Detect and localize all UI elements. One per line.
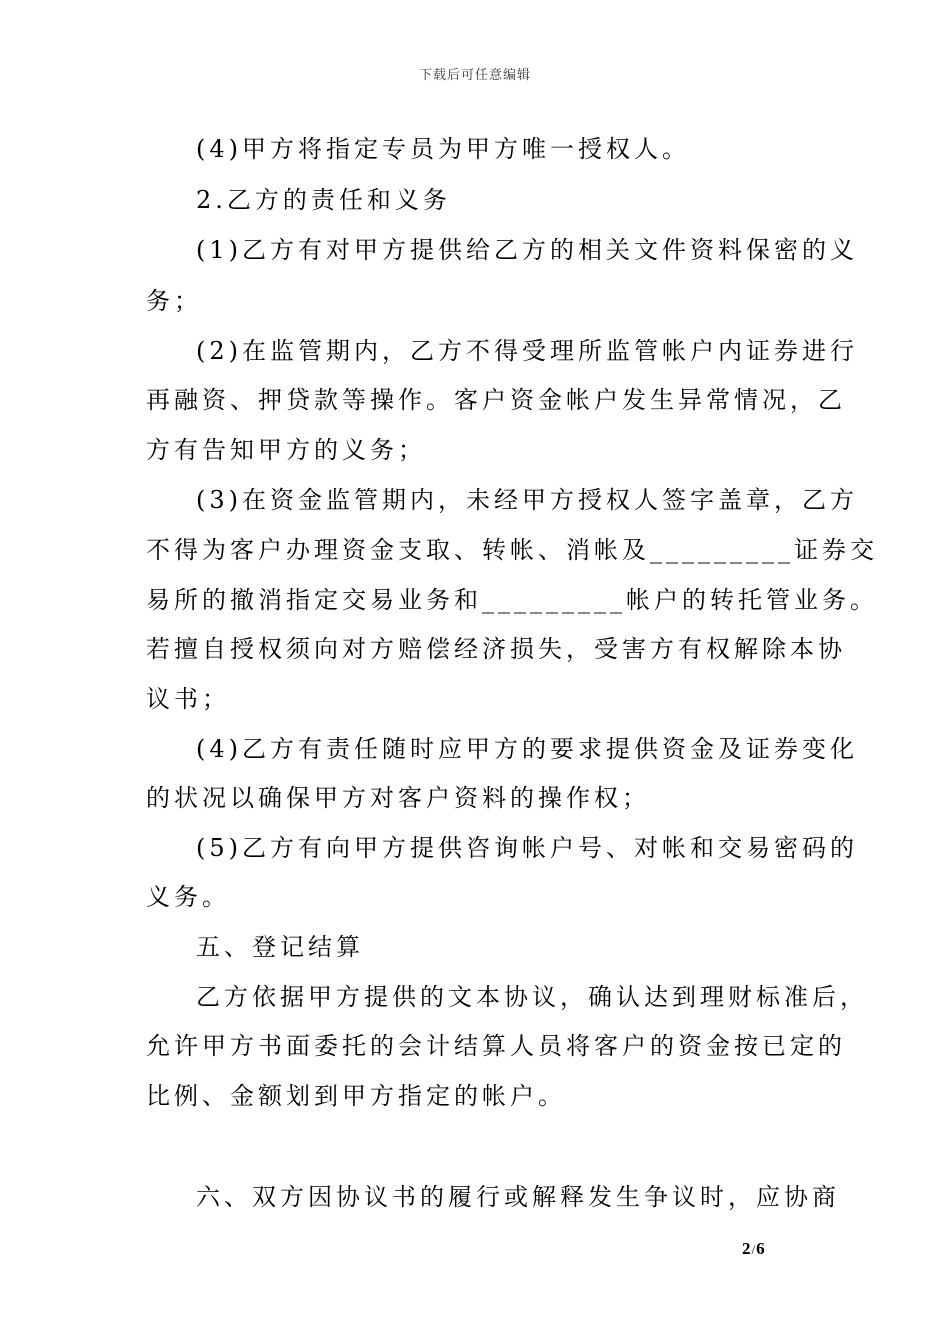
paragraph-line: (4)甲方将指定专员为甲方唯一授权人。: [196, 135, 690, 163]
paragraph-line: 比例、金额划到甲方指定的帐户。: [146, 1082, 566, 1110]
section-heading: 六、双方因协议书的履行或解释发生争议时，应协商: [196, 1183, 840, 1211]
page-header: 下载后可任意编辑: [418, 68, 531, 83]
paragraph-line: (2)在监管期内，乙方不得受理所监管帐户内证券进行: [196, 337, 858, 365]
paragraph-line: 允许甲方书面委托的会计结算人员将客户的资金按已定的: [146, 1032, 846, 1060]
section-heading: 五、登记结算: [196, 933, 364, 961]
paragraph-line: (4)乙方有责任随时应甲方的要求提供资金及证券变化: [196, 735, 858, 763]
total-pages: 6: [756, 1239, 765, 1258]
section-heading: 2.乙方的责任和义务: [196, 186, 451, 214]
current-page: 2: [742, 1239, 751, 1258]
paragraph-line: (3)在资金监管期内，未经甲方授权人签字盖章，乙方: [196, 486, 858, 514]
paragraph-line: 议书；: [146, 685, 230, 713]
paragraph-line: (5)乙方有向甲方提供咨询帐户号、对帐和交易密码的: [196, 834, 858, 862]
paragraph-line: 乙方依据甲方提供的文本协议，确认达到理财标准后，: [196, 983, 868, 1011]
paragraph-line: 不得为客户办理资金支取、转帐、消帐及_________证券交: [146, 536, 878, 564]
paragraph-line: 易所的撤消指定交易业务和_________帐户的转托管业务。: [146, 586, 878, 614]
paragraph-line: 的状况以确保甲方对客户资料的操作权；: [146, 784, 650, 812]
page-separator: /: [751, 1242, 756, 1257]
paragraph-line: 义务。: [146, 883, 230, 911]
paragraph-line: 再融资、押贷款等操作。客户资金帐户发生异常情况，乙: [146, 386, 846, 414]
paragraph-line: (1)乙方有对甲方提供给乙方的相关文件资料保密的义: [196, 236, 858, 264]
paragraph-line: 若擅自授权须向对方赔偿经济损失，受害方有权解除本协: [146, 635, 846, 663]
paragraph-line: 方有告知甲方的义务；: [146, 436, 426, 464]
page-number: [742, 1239, 765, 1259]
paragraph-line: 务；: [146, 287, 202, 315]
